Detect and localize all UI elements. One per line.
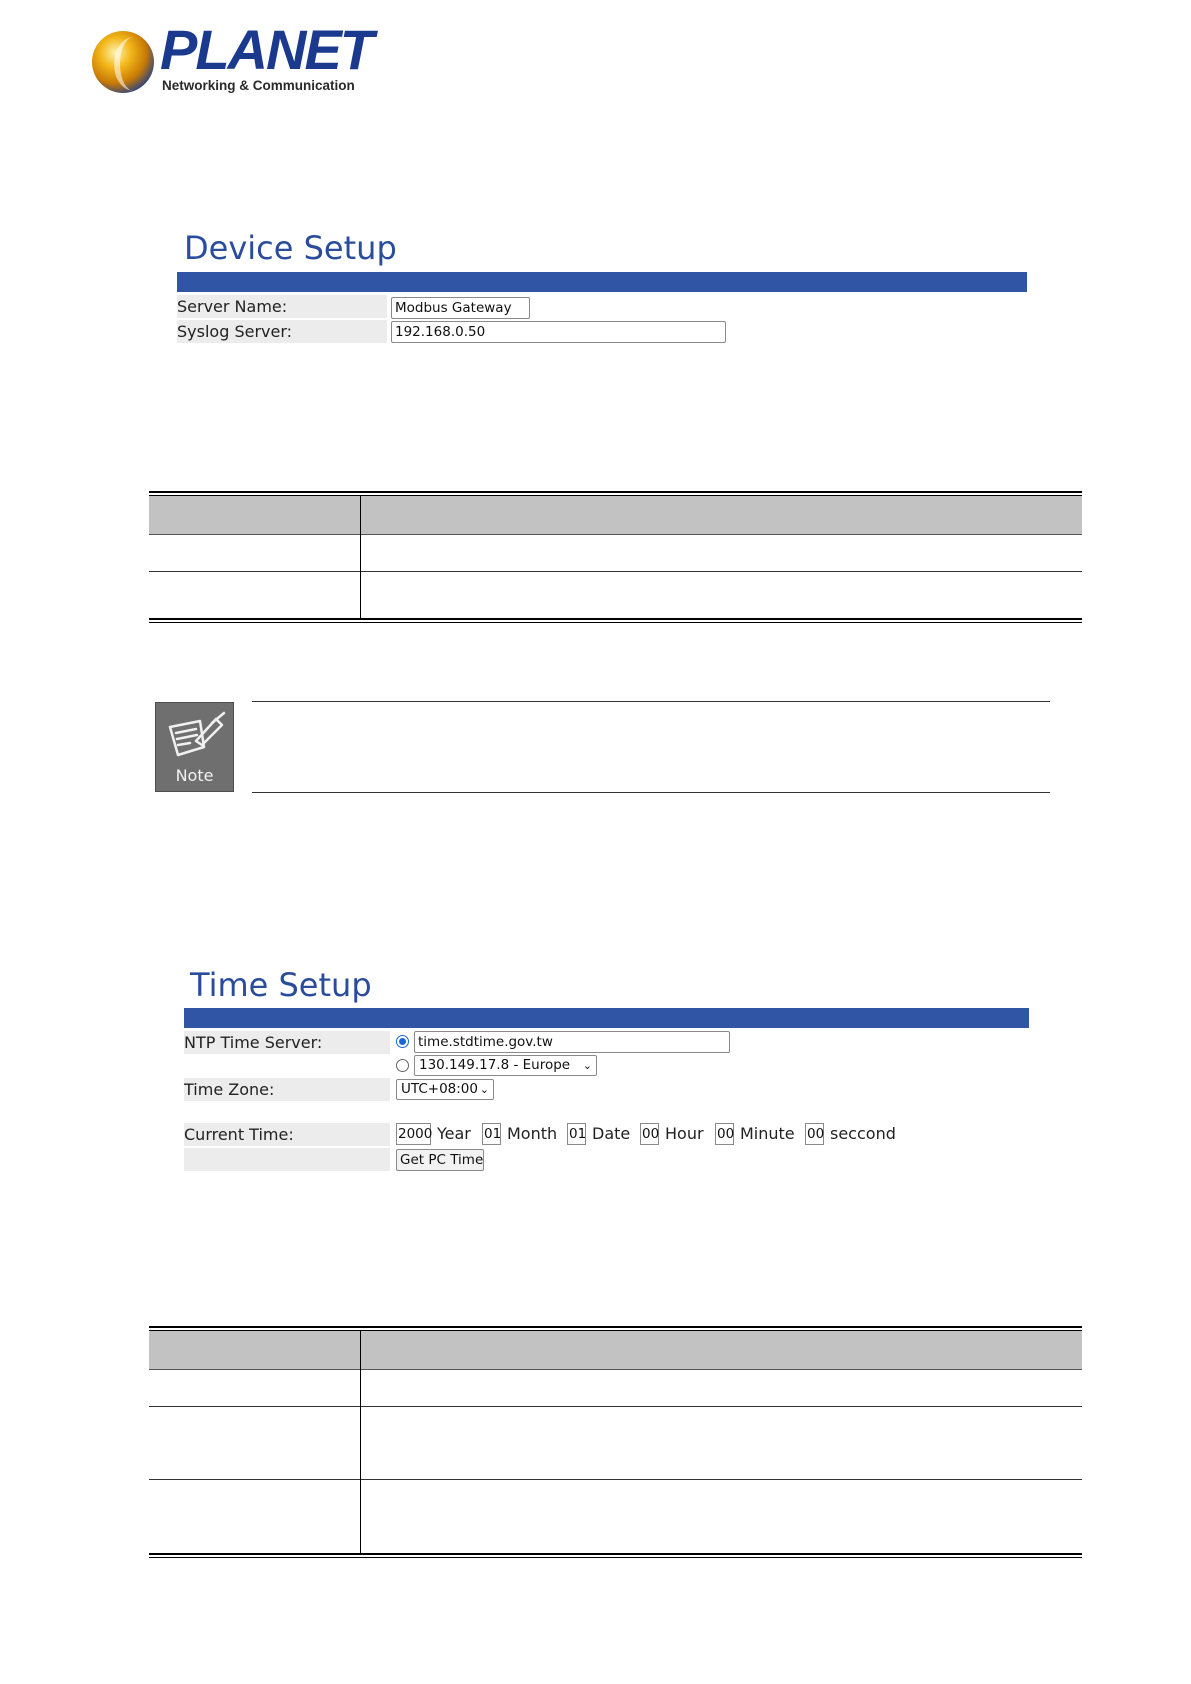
current-time-label: Current Time: <box>184 1123 390 1146</box>
minute-unit: Minute <box>740 1124 795 1143</box>
note-top-rule <box>252 701 1050 702</box>
time-zone-select-value: UTC+08:00 <box>401 1081 478 1097</box>
time-zone-label: Time Zone: <box>184 1078 390 1101</box>
time-setup-title: Time Setup <box>190 966 372 1004</box>
hour-unit: Hour <box>665 1124 704 1143</box>
note-box <box>155 702 234 792</box>
ntp-time-server-label: NTP Time Server: <box>184 1031 390 1054</box>
date-input[interactable]: 01 <box>567 1123 586 1145</box>
syslog-server-label: Syslog Server: <box>177 320 387 343</box>
time-setup-header-bar <box>184 1008 1029 1028</box>
chevron-down-icon: ⌄ <box>582 1059 592 1072</box>
server-name-label: Server Name: <box>177 295 387 318</box>
table-header <box>149 496 1082 534</box>
second-input[interactable]: 00 <box>805 1123 824 1145</box>
get-pc-time-row-label <box>184 1148 390 1171</box>
hour-input[interactable]: 00 <box>640 1123 659 1145</box>
planet-logo-globe <box>92 31 154 93</box>
ntp-custom-radio[interactable] <box>396 1035 409 1048</box>
second-unit: seccond <box>830 1124 896 1143</box>
ntp-preset-select-value: 130.149.17.8 - Europe <box>419 1057 571 1073</box>
year-unit: Year <box>437 1124 471 1143</box>
ntp-preset-radio[interactable] <box>396 1059 409 1072</box>
device-setup-header-bar <box>177 272 1027 292</box>
chevron-down-icon: ⌄ <box>479 1083 489 1096</box>
month-input[interactable]: 01 <box>482 1123 501 1145</box>
time-setup-table <box>149 1326 1082 1559</box>
ntp-preset-select[interactable] <box>414 1055 597 1076</box>
table-header <box>149 1331 1082 1369</box>
note-label: Note <box>175 766 214 785</box>
planet-logo-wordmark: PLANET <box>160 18 372 81</box>
planet-logo-tagline: Networking & Communication <box>162 78 355 93</box>
get-pc-time-button[interactable]: Get PC Time <box>396 1149 484 1171</box>
note-pen-icon <box>156 707 235 767</box>
note-bottom-rule <box>252 792 1050 793</box>
time-zone-select[interactable] <box>396 1079 494 1100</box>
ntp-server-input[interactable]: time.stdtime.gov.tw <box>414 1031 730 1053</box>
device-setup-title: Device Setup <box>184 229 397 267</box>
server-name-input[interactable]: Modbus Gateway <box>391 297 530 319</box>
year-input[interactable]: 2000 <box>396 1123 431 1145</box>
minute-input[interactable]: 00 <box>715 1123 734 1145</box>
date-unit: Date <box>592 1124 631 1143</box>
month-unit: Month <box>507 1124 558 1143</box>
device-setup-table <box>149 491 1082 623</box>
syslog-server-input[interactable]: 192.168.0.50 <box>391 321 726 343</box>
